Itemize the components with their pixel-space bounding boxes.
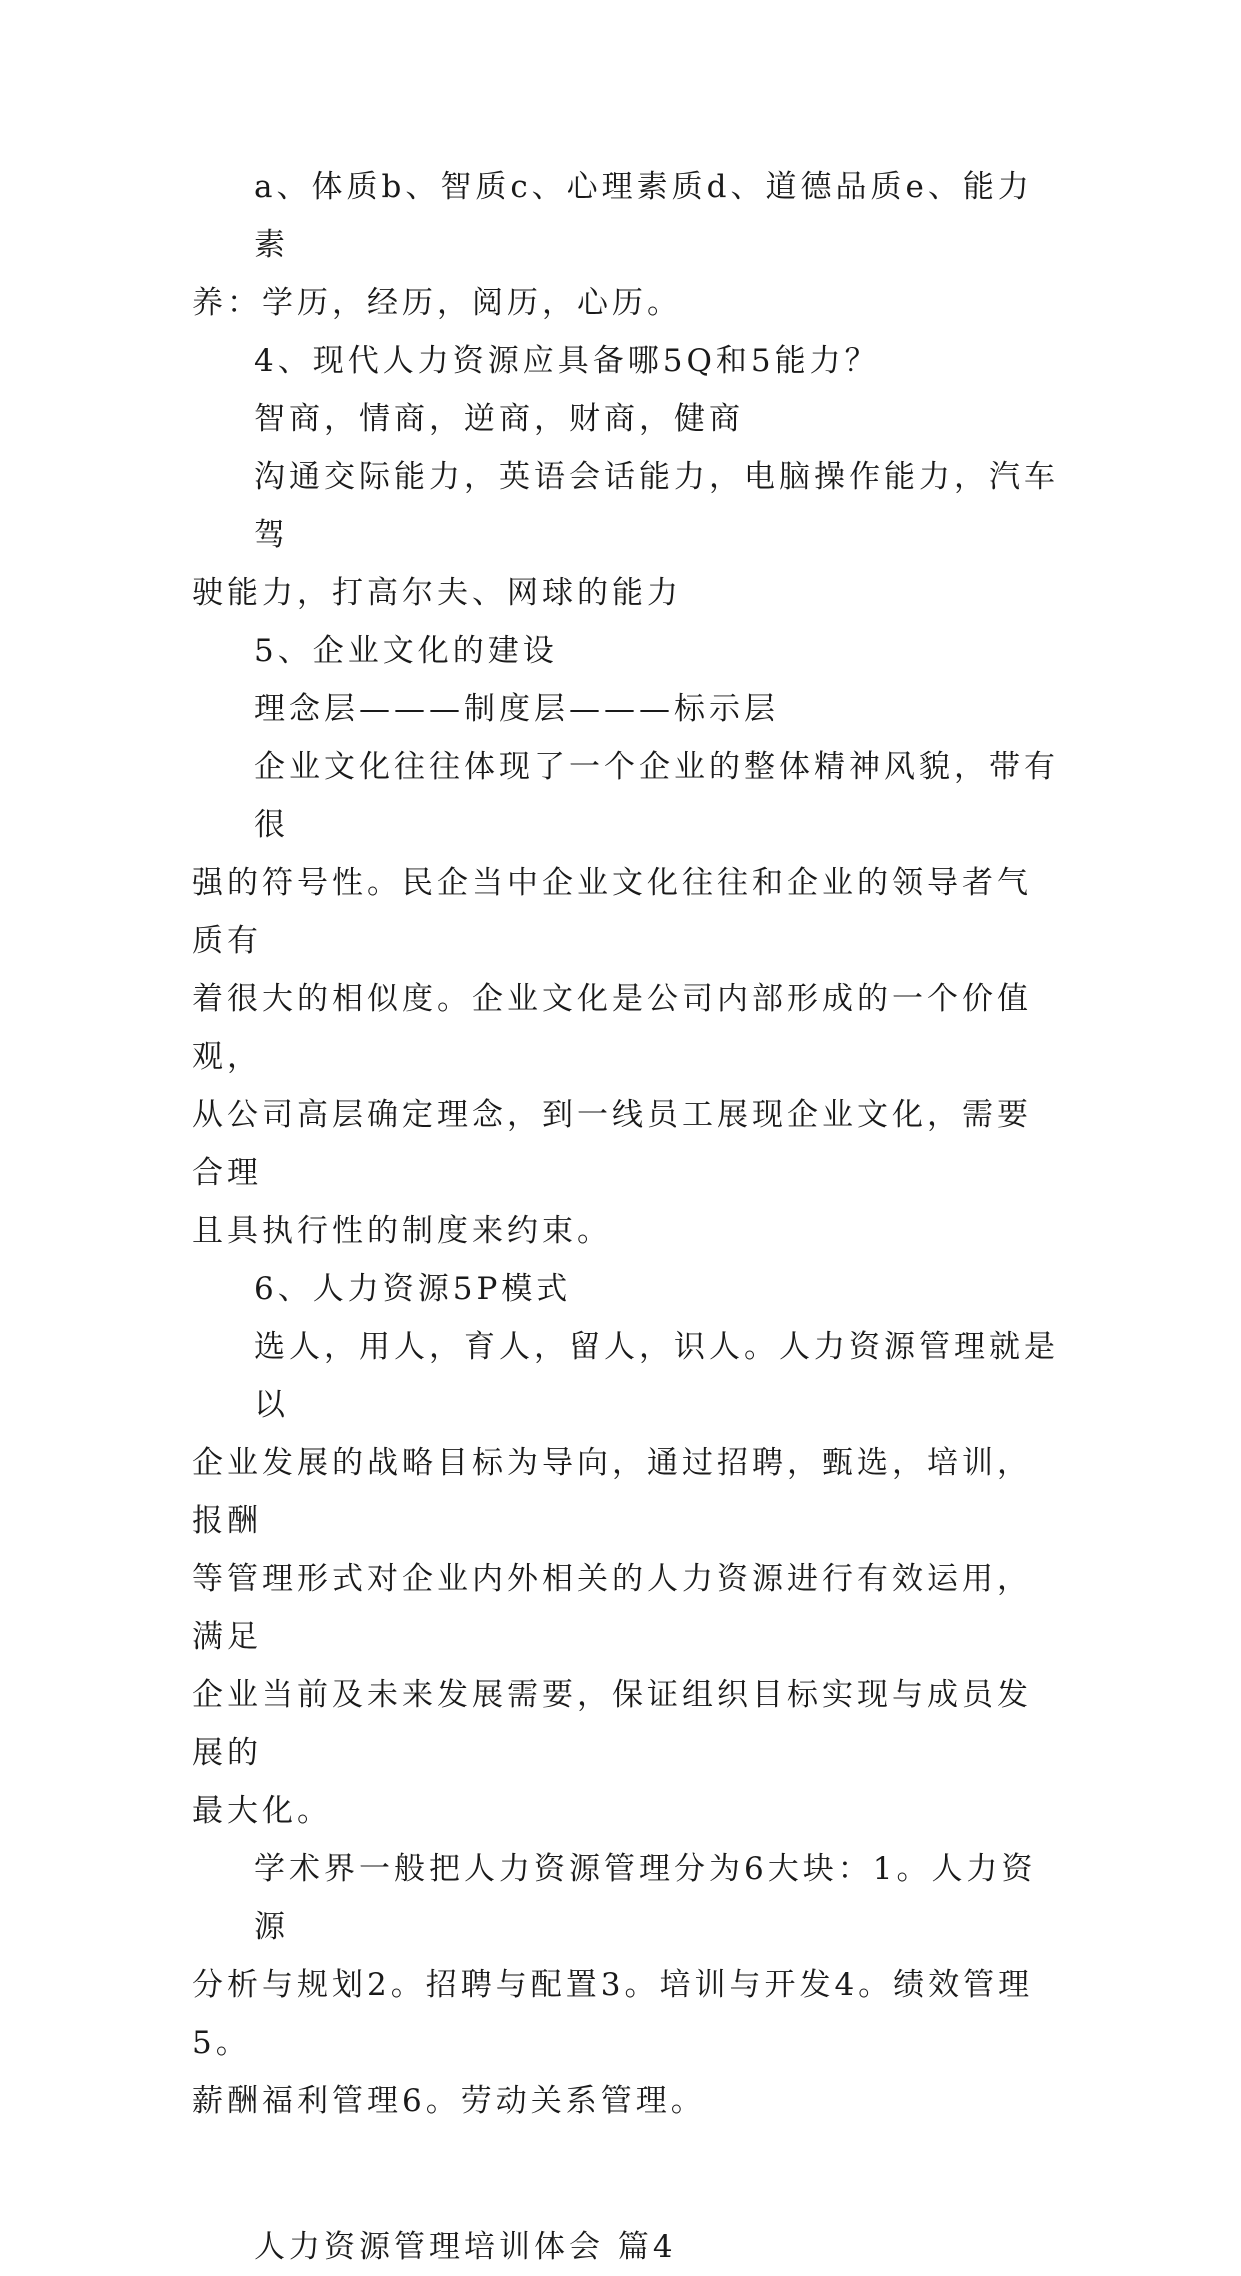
text-line: a、体质b、智质c、心理素质d、道德品质e、能力素	[254, 169, 1033, 263]
question-heading: 4、现代人力资源应具备哪5Q和5能力？	[254, 343, 880, 379]
text-line: 强的符号性。民企当中企业文化往往和企业的领导者气质有	[192, 865, 1032, 959]
text-line: 且具执行性的制度来约束。	[192, 1213, 612, 1249]
text-line: 分析与规划2。招聘与配置3。培训与开发4。绩效管理5。	[192, 1967, 1034, 2061]
text-line: 从公司高层确定理念，到一线员工展现企业文化，需要合理	[192, 1097, 1032, 1191]
text-line: 最大化。	[192, 1793, 332, 1829]
section-heading: 人力资源管理培训体会 篇4	[254, 2229, 677, 2265]
document-page	[192, 158, 1062, 2276]
text-line: 企业文化往往体现了一个企业的整体精神风貌，带有很	[254, 749, 1059, 843]
text-line: 理念层———制度层———标示层	[254, 691, 779, 727]
text-line: 沟通交际能力，英语会话能力，电脑操作能力，汽车驾	[254, 459, 1059, 553]
section-gap	[192, 2130, 1062, 2218]
question-heading: 5、企业文化的建设	[254, 633, 558, 669]
text-line: 智商，情商，逆商，财商，健商	[254, 401, 744, 437]
text-line: 驶能力，打高尔夫、网球的能力	[192, 575, 682, 611]
text-line: 选人，用人，育人，留人，识人。人力资源管理就是以	[254, 1329, 1059, 1423]
text-line: 企业发展的战略目标为导向，通过招聘，甄选，培训，报酬	[192, 1445, 1032, 1539]
text-line: 着很大的相似度。企业文化是公司内部形成的一个价值观，	[192, 981, 1032, 1075]
text-line: 薪酬福利管理6。劳动关系管理。	[192, 2083, 706, 2119]
text-line: 企业当前及未来发展需要，保证组织目标实现与成员发展的	[192, 1677, 1032, 1771]
question-heading: 6、人力资源5P模式	[254, 1271, 572, 1307]
text-line: 等管理形式对企业内外相关的人力资源进行有效运用，满足	[192, 1561, 1032, 1655]
text-line: 养：学历，经历，阅历，心历。	[192, 285, 682, 321]
text-line: 学术界一般把人力资源管理分为6大块：1。人力资源	[254, 1851, 1037, 1945]
